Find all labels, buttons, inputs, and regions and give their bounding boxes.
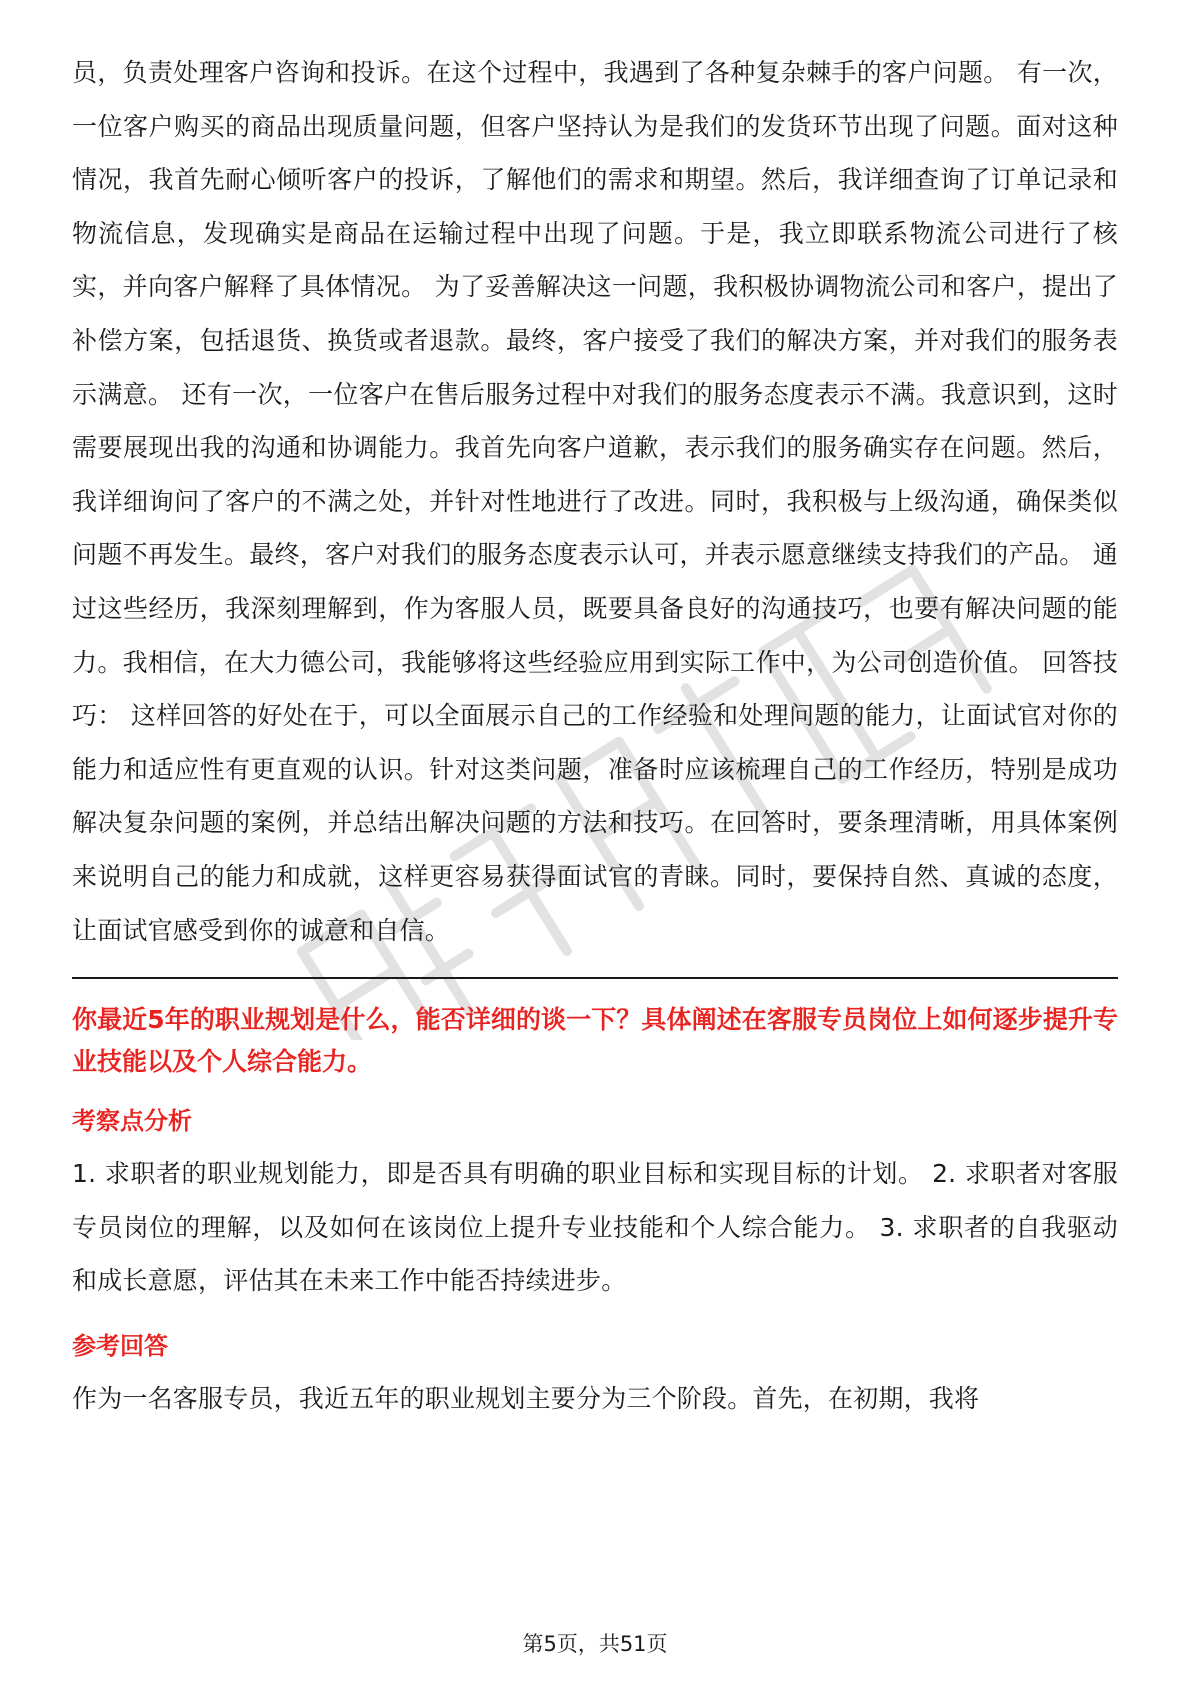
analysis-heading: 考察点分析 — [72, 1107, 192, 1136]
reference-answer-text: 作为一名客服专员，我近五年的职业规划主要分为三个阶段。首先，在初期，我将 — [72, 1383, 980, 1413]
analysis-text: 1. 求职者的职业规划能力，即是否具有明确的职业目标和实现目标的计划。 2. 求职者对客服专员岗位的理解，以及如何在该岗位上提升专业技能和个人综合能力。 3. 求职者的自我驱动和成长意愿，评估其在未来工作中能否持续进步。 — [72, 1159, 1118, 1296]
interview-question: 你最近5年的职业规划是什么，能否详细的谈一下？具体阐述在客服专员岗位上如何逐步提升专业技能以及个人综合能力。 — [72, 1005, 1118, 1077]
page-number: 第5页，共51页 — [522, 1632, 668, 1656]
reference-heading: 参考回答 — [72, 1331, 168, 1360]
continued-answer-text: 员，负责处理客户咨询和投诉。在这个过程中，我遇到了各种复杂棘手的客户问题。 有一次，一位客户购买的商品出现质量问题，但客户坚持认为是我们的发货环节出现了问题。面对这种情况，我首先耐心倾听客户的投诉，了解他们的需求和期望。然后，我详细查询了订单记录和物流信息，发现确实是商品在运输过程中出现了问题。于是，我立即联系物流公司进行了核实，并向客户解释了具体情况。 为了妥善解决这一问题，我积极协调物流公司和客户，提出了补偿方案，包括退货、换货或者退款。最终，客户接受了我们的解决方案，并对我们的服务表示满意。 还有一次，一位客户在售后服务过程中对我们的服务态度表示不满。我意识到，这时需要展现出我的沟通和协调能力。我首先向客户道歉，表示我们的服务确实存在问题。然后，我详细询问了客户的不满之处，并针对性地进行了改进。同时，我积极与上级沟通，确保类似问题不再发生。最终，客户对我们的服务态度表示认可，并表示愿意继续支持我们的产品。 通过这些经历，我深刻理解到，作为客服人员，既要具备良好的沟通技巧，也要有解决问题的能力。我相信，在大力德公司，我能够将这些经验应用到实际工作中，为公司创造价值。 回答技巧： 这样回答的好处在于，可以全面展示自己的工作经验和处理问题的能力，让面试官对你的能力和适应性有更直观的认识。针对这类问题，准备时应该梳理自己的工作经历，特别是成功解决复杂问题的案例，并总结出解决问题的方法和技巧。在回答时，要条理清晰，用具体案例来说明自己的能力和成就，这样更容易获得面试官的青睐。同时，要保持自然、真诚的态度，让面试官感受到你的诚意和自信。 — [72, 58, 1118, 945]
page-content — [72, 46, 1118, 1425]
section-divider — [72, 977, 1118, 979]
